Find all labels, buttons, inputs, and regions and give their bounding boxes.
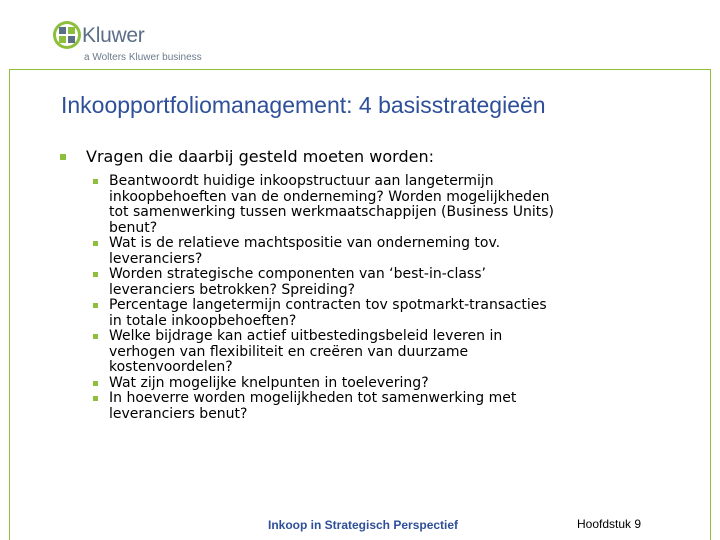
square-bullet-icon xyxy=(93,334,98,339)
list-item-line: verhogen van flexibiliteit en creëren van duurzame xyxy=(109,343,469,360)
footer-book-title: Inkoop in Strategisch Perspectief xyxy=(268,518,459,532)
list-item-line: Welke bijdrage kan actief uitbestedingsbeleid leveren in xyxy=(109,328,503,344)
square-bullet-icon xyxy=(93,241,98,246)
list-item-line: In hoeverre worden mogelijkheden tot samenwerking met xyxy=(109,390,517,406)
list-item-line: Percentage langetermijn contracten tov spotmarkt-transacties xyxy=(109,297,547,313)
logo-tagline: a Wolters Kluwer business xyxy=(84,52,202,63)
list-item xyxy=(93,174,693,236)
list-item-line: in totale inkoopbehoeften? xyxy=(109,312,297,329)
list-item-line: Worden strategische componenten van ‘best-in-class’ xyxy=(109,266,486,282)
list-item xyxy=(93,329,693,376)
list-item-line: kostenvoordelen? xyxy=(109,359,233,375)
kluwer-globe-icon xyxy=(52,20,82,50)
list-item-line: leveranciers? xyxy=(109,250,203,267)
square-bullet-icon xyxy=(93,272,98,277)
list-item-line: leveranciers benut? xyxy=(109,405,248,422)
logo-wordmark: Kluwer xyxy=(82,24,145,47)
list-item xyxy=(93,376,693,392)
list-item-line: benut? xyxy=(109,219,158,236)
question-list xyxy=(93,174,693,422)
list-item-line: leveranciers betrokken? Spreiding? xyxy=(109,281,356,298)
slide-title: Inkoopportfoliomanagement: 4 basisstrategieën xyxy=(61,92,546,118)
list-item-line: Wat zijn mogelijke knelpunten in toelevering? xyxy=(109,374,429,391)
list-item-line: tot samenwerking tussen werkmaatschappijen (Business Units) xyxy=(109,204,554,220)
intro-text: Vragen die daarbij gesteld moeten worden: xyxy=(86,147,434,166)
footer-chapter: Hoofdstuk 9 xyxy=(577,517,642,531)
list-item xyxy=(93,236,693,267)
list-item xyxy=(93,267,693,298)
square-bullet-icon xyxy=(93,179,98,184)
list-item-line: Beantwoordt huidige inkoopstructuur aan langetermijn xyxy=(109,173,494,189)
publisher-logo xyxy=(52,20,222,64)
square-bullet-icon xyxy=(93,396,98,401)
list-item xyxy=(93,298,693,329)
list-item-line: Wat is de relatieve machtspositie van onderneming tov. xyxy=(109,235,501,251)
square-bullet-icon xyxy=(93,303,98,308)
square-bullet-icon xyxy=(93,381,98,386)
square-bullet-icon xyxy=(60,154,66,160)
list-item-line: inkoopbehoeften van de onderneming? Worden mogelijkheden xyxy=(109,188,550,205)
list-item xyxy=(93,391,693,422)
